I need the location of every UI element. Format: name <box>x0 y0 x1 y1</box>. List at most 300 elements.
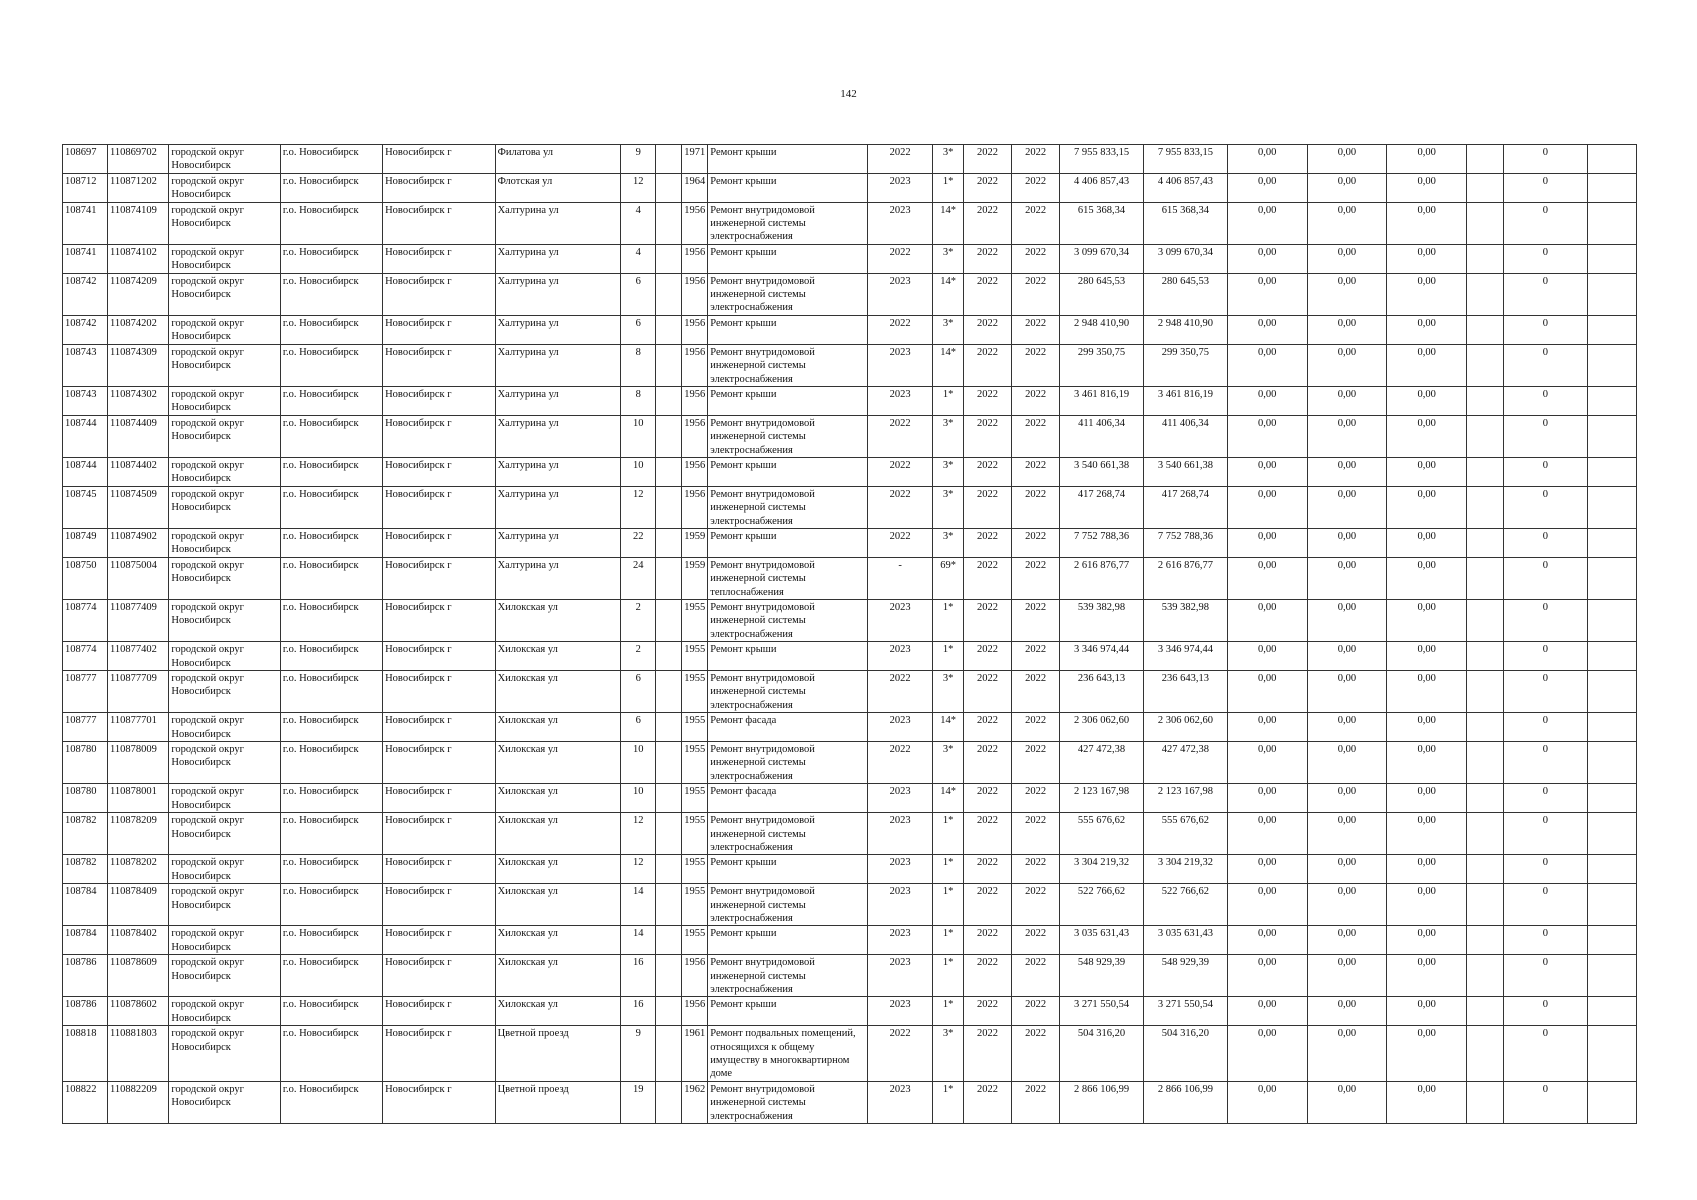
owners-cost-cell: 0 <box>1503 784 1587 813</box>
empty-cell-end <box>1587 884 1636 926</box>
regional-cost-cell: 0,00 <box>1307 244 1387 273</box>
regional-cost-cell: 0,00 <box>1307 813 1387 855</box>
owners-cost-cell: 0 <box>1503 528 1587 557</box>
building-cell <box>656 557 682 599</box>
planned-year-cell: 2023 <box>867 926 932 955</box>
federal-cost-cell: 0,00 <box>1227 344 1307 386</box>
table-row <box>63 997 1637 1026</box>
end-year-cell: 2022 <box>1012 926 1060 955</box>
record-id-cell: 110877709 <box>108 671 169 713</box>
fund-cost-cell: 3 099 670,34 <box>1143 244 1227 273</box>
local-cost-cell: 0,00 <box>1387 344 1467 386</box>
empty-cell-end <box>1587 528 1636 557</box>
table-row <box>63 145 1637 174</box>
building-cell <box>656 315 682 344</box>
empty-cell-end <box>1587 713 1636 742</box>
start-year-cell: 2022 <box>963 784 1011 813</box>
work-type-cell: Ремонт внутридомовой инженерной системы электроснабжения <box>708 742 868 784</box>
building-cell <box>656 813 682 855</box>
house-number-cell: 8 <box>621 386 656 415</box>
empty-cell-end <box>1587 202 1636 244</box>
table-row <box>63 344 1637 386</box>
empty-cell-end <box>1587 315 1636 344</box>
record-id-cell: 110874402 <box>108 457 169 486</box>
district-cell: г.о. Новосибирск <box>280 344 382 386</box>
end-year-cell: 2022 <box>1012 315 1060 344</box>
start-year-cell: 2022 <box>963 884 1011 926</box>
total-cost-cell: 4 406 857,43 <box>1060 173 1144 202</box>
reason-code-cell: 14* <box>933 344 964 386</box>
owners-cost-cell: 0 <box>1503 273 1587 315</box>
table-row <box>63 671 1637 713</box>
table-row <box>63 855 1637 884</box>
street-cell: Хилокская ул <box>495 784 621 813</box>
street-cell: Хилокская ул <box>495 600 621 642</box>
city-cell: Новосибирск г <box>383 1026 496 1082</box>
empty-cell <box>1467 486 1504 528</box>
house-number-cell: 10 <box>621 742 656 784</box>
district-cell: г.о. Новосибирск <box>280 855 382 884</box>
planned-year-cell: 2022 <box>867 244 932 273</box>
house-id-cell: 108777 <box>63 671 108 713</box>
regional-cost-cell: 0,00 <box>1307 273 1387 315</box>
empty-cell-end <box>1587 457 1636 486</box>
start-year-cell: 2022 <box>963 955 1011 997</box>
record-id-cell: 110877402 <box>108 642 169 671</box>
owners-cost-cell: 0 <box>1503 642 1587 671</box>
regional-cost-cell: 0,00 <box>1307 742 1387 784</box>
house-id-cell: 108774 <box>63 642 108 671</box>
record-id-cell: 110874409 <box>108 415 169 457</box>
empty-cell-end <box>1587 784 1636 813</box>
house-number-cell: 9 <box>621 1026 656 1082</box>
record-id-cell: 110882209 <box>108 1081 169 1123</box>
year-built-cell: 1955 <box>681 642 708 671</box>
planned-year-cell: 2022 <box>867 415 932 457</box>
local-cost-cell: 0,00 <box>1387 926 1467 955</box>
building-cell <box>656 784 682 813</box>
year-built-cell: 1955 <box>681 855 708 884</box>
house-number-cell: 9 <box>621 145 656 174</box>
owners-cost-cell: 0 <box>1503 244 1587 273</box>
table-row <box>63 557 1637 599</box>
district-cell: г.о. Новосибирск <box>280 671 382 713</box>
building-cell <box>656 926 682 955</box>
house-id-cell: 108784 <box>63 926 108 955</box>
house-number-cell: 12 <box>621 855 656 884</box>
empty-cell <box>1467 344 1504 386</box>
owners-cost-cell: 0 <box>1503 315 1587 344</box>
reason-code-cell: 1* <box>933 813 964 855</box>
table-row <box>63 202 1637 244</box>
reason-code-cell: 3* <box>933 457 964 486</box>
federal-cost-cell: 0,00 <box>1227 273 1307 315</box>
district-cell: г.о. Новосибирск <box>280 600 382 642</box>
house-id-cell: 108742 <box>63 273 108 315</box>
reason-code-cell: 1* <box>933 1081 964 1123</box>
building-cell <box>656 145 682 174</box>
year-built-cell: 1959 <box>681 557 708 599</box>
planned-year-cell: 2022 <box>867 315 932 344</box>
reason-code-cell: 14* <box>933 713 964 742</box>
city-cell: Новосибирск г <box>383 955 496 997</box>
municipality-cell: городской округ Новосибирск <box>169 457 280 486</box>
total-cost-cell: 7 752 788,36 <box>1060 528 1144 557</box>
building-cell <box>656 1081 682 1123</box>
work-type-cell: Ремонт внутридомовой инженерной системы электроснабжения <box>708 884 868 926</box>
reason-code-cell: 3* <box>933 244 964 273</box>
empty-cell <box>1467 884 1504 926</box>
regional-cost-cell: 0,00 <box>1307 528 1387 557</box>
city-cell: Новосибирск г <box>383 528 496 557</box>
district-cell: г.о. Новосибирск <box>280 415 382 457</box>
owners-cost-cell: 0 <box>1503 926 1587 955</box>
municipality-cell: городской округ Новосибирск <box>169 926 280 955</box>
federal-cost-cell: 0,00 <box>1227 244 1307 273</box>
empty-cell <box>1467 926 1504 955</box>
total-cost-cell: 615 368,34 <box>1060 202 1144 244</box>
federal-cost-cell: 0,00 <box>1227 457 1307 486</box>
empty-cell <box>1467 173 1504 202</box>
owners-cost-cell: 0 <box>1503 1081 1587 1123</box>
start-year-cell: 2022 <box>963 557 1011 599</box>
end-year-cell: 2022 <box>1012 600 1060 642</box>
empty-cell <box>1467 557 1504 599</box>
table-row <box>63 713 1637 742</box>
planned-year-cell: 2023 <box>867 273 932 315</box>
end-year-cell: 2022 <box>1012 415 1060 457</box>
city-cell: Новосибирск г <box>383 557 496 599</box>
federal-cost-cell: 0,00 <box>1227 315 1307 344</box>
table-row <box>63 457 1637 486</box>
year-built-cell: 1955 <box>681 926 708 955</box>
regional-cost-cell: 0,00 <box>1307 315 1387 344</box>
reason-code-cell: 1* <box>933 884 964 926</box>
municipality-cell: городской округ Новосибирск <box>169 784 280 813</box>
federal-cost-cell: 0,00 <box>1227 202 1307 244</box>
empty-cell <box>1467 955 1504 997</box>
planned-year-cell: 2022 <box>867 528 932 557</box>
regional-cost-cell: 0,00 <box>1307 600 1387 642</box>
table-row <box>63 415 1637 457</box>
district-cell: г.о. Новосибирск <box>280 145 382 174</box>
house-id-cell: 108822 <box>63 1081 108 1123</box>
record-id-cell: 110878402 <box>108 926 169 955</box>
building-cell <box>656 1026 682 1082</box>
municipality-cell: городской округ Новосибирск <box>169 855 280 884</box>
end-year-cell: 2022 <box>1012 145 1060 174</box>
fund-cost-cell: 548 929,39 <box>1143 955 1227 997</box>
municipality-cell: городской округ Новосибирск <box>169 997 280 1026</box>
work-type-cell: Ремонт крыши <box>708 173 868 202</box>
record-id-cell: 110874302 <box>108 386 169 415</box>
regional-cost-cell: 0,00 <box>1307 855 1387 884</box>
reason-code-cell: 3* <box>933 528 964 557</box>
municipality-cell: городской округ Новосибирск <box>169 1026 280 1082</box>
street-cell: Цветной проезд <box>495 1081 621 1123</box>
regional-cost-cell: 0,00 <box>1307 386 1387 415</box>
empty-cell <box>1467 415 1504 457</box>
fund-cost-cell: 522 766,62 <box>1143 884 1227 926</box>
owners-cost-cell: 0 <box>1503 415 1587 457</box>
house-number-cell: 14 <box>621 884 656 926</box>
street-cell: Флотская ул <box>495 173 621 202</box>
local-cost-cell: 0,00 <box>1387 273 1467 315</box>
local-cost-cell: 0,00 <box>1387 742 1467 784</box>
planned-year-cell: 2023 <box>867 600 932 642</box>
city-cell: Новосибирск г <box>383 813 496 855</box>
house-id-cell: 108784 <box>63 884 108 926</box>
street-cell: Халтурина ул <box>495 202 621 244</box>
local-cost-cell: 0,00 <box>1387 315 1467 344</box>
building-cell <box>656 955 682 997</box>
total-cost-cell: 7 955 833,15 <box>1060 145 1144 174</box>
regional-cost-cell: 0,00 <box>1307 671 1387 713</box>
municipality-cell: городской округ Новосибирск <box>169 955 280 997</box>
local-cost-cell: 0,00 <box>1387 884 1467 926</box>
planned-year-cell: 2023 <box>867 344 932 386</box>
federal-cost-cell: 0,00 <box>1227 713 1307 742</box>
district-cell: г.о. Новосибирск <box>280 926 382 955</box>
end-year-cell: 2022 <box>1012 955 1060 997</box>
planned-year-cell: 2023 <box>867 997 932 1026</box>
reason-code-cell: 14* <box>933 273 964 315</box>
street-cell: Халтурина ул <box>495 457 621 486</box>
planned-year-cell: 2022 <box>867 145 932 174</box>
house-id-cell: 108782 <box>63 855 108 884</box>
year-built-cell: 1956 <box>681 244 708 273</box>
building-cell <box>656 415 682 457</box>
city-cell: Новосибирск г <box>383 642 496 671</box>
owners-cost-cell: 0 <box>1503 344 1587 386</box>
year-built-cell: 1956 <box>681 344 708 386</box>
owners-cost-cell: 0 <box>1503 145 1587 174</box>
fund-cost-cell: 539 382,98 <box>1143 600 1227 642</box>
district-cell: г.о. Новосибирск <box>280 1081 382 1123</box>
end-year-cell: 2022 <box>1012 1081 1060 1123</box>
city-cell: Новосибирск г <box>383 202 496 244</box>
table-row <box>63 642 1637 671</box>
federal-cost-cell: 0,00 <box>1227 855 1307 884</box>
end-year-cell: 2022 <box>1012 202 1060 244</box>
end-year-cell: 2022 <box>1012 997 1060 1026</box>
total-cost-cell: 417 268,74 <box>1060 486 1144 528</box>
city-cell: Новосибирск г <box>383 486 496 528</box>
total-cost-cell: 2 948 410,90 <box>1060 315 1144 344</box>
fund-cost-cell: 299 350,75 <box>1143 344 1227 386</box>
empty-cell-end <box>1587 386 1636 415</box>
year-built-cell: 1956 <box>681 955 708 997</box>
fund-cost-cell: 411 406,34 <box>1143 415 1227 457</box>
reason-code-cell: 69* <box>933 557 964 599</box>
record-id-cell: 110874209 <box>108 273 169 315</box>
federal-cost-cell: 0,00 <box>1227 671 1307 713</box>
federal-cost-cell: 0,00 <box>1227 486 1307 528</box>
total-cost-cell: 2 866 106,99 <box>1060 1081 1144 1123</box>
total-cost-cell: 2 616 876,77 <box>1060 557 1144 599</box>
start-year-cell: 2022 <box>963 415 1011 457</box>
work-type-cell: Ремонт крыши <box>708 997 868 1026</box>
owners-cost-cell: 0 <box>1503 173 1587 202</box>
house-number-cell: 14 <box>621 926 656 955</box>
street-cell: Хилокская ул <box>495 671 621 713</box>
table-row <box>63 486 1637 528</box>
street-cell: Халтурина ул <box>495 486 621 528</box>
municipality-cell: городской округ Новосибирск <box>169 600 280 642</box>
end-year-cell: 2022 <box>1012 1026 1060 1082</box>
district-cell: г.о. Новосибирск <box>280 244 382 273</box>
district-cell: г.о. Новосибирск <box>280 955 382 997</box>
city-cell: Новосибирск г <box>383 457 496 486</box>
empty-cell <box>1467 784 1504 813</box>
end-year-cell: 2022 <box>1012 884 1060 926</box>
start-year-cell: 2022 <box>963 486 1011 528</box>
city-cell: Новосибирск г <box>383 784 496 813</box>
planned-year-cell: 2023 <box>867 202 932 244</box>
end-year-cell: 2022 <box>1012 855 1060 884</box>
record-id-cell: 110869702 <box>108 145 169 174</box>
work-type-cell: Ремонт внутридомовой инженерной системы электроснабжения <box>708 415 868 457</box>
work-type-cell: Ремонт крыши <box>708 315 868 344</box>
work-type-cell: Ремонт внутридомовой инженерной системы электроснабжения <box>708 813 868 855</box>
record-id-cell: 110878609 <box>108 955 169 997</box>
federal-cost-cell: 0,00 <box>1227 813 1307 855</box>
local-cost-cell: 0,00 <box>1387 244 1467 273</box>
start-year-cell: 2022 <box>963 145 1011 174</box>
empty-cell-end <box>1587 1026 1636 1082</box>
year-built-cell: 1964 <box>681 173 708 202</box>
street-cell: Хилокская ул <box>495 884 621 926</box>
municipality-cell: городской округ Новосибирск <box>169 344 280 386</box>
district-cell: г.о. Новосибирск <box>280 742 382 784</box>
page-number: 142 <box>840 88 857 100</box>
end-year-cell: 2022 <box>1012 344 1060 386</box>
owners-cost-cell: 0 <box>1503 884 1587 926</box>
municipality-cell: городской округ Новосибирск <box>169 1081 280 1123</box>
regional-cost-cell: 0,00 <box>1307 784 1387 813</box>
record-id-cell: 110878001 <box>108 784 169 813</box>
planned-year-cell: 2023 <box>867 855 932 884</box>
house-id-cell: 108697 <box>63 145 108 174</box>
total-cost-cell: 3 346 974,44 <box>1060 642 1144 671</box>
total-cost-cell: 2 306 062,60 <box>1060 713 1144 742</box>
work-type-cell: Ремонт внутридомовой инженерной системы электроснабжения <box>708 600 868 642</box>
empty-cell-end <box>1587 415 1636 457</box>
federal-cost-cell: 0,00 <box>1227 1081 1307 1123</box>
work-type-cell: Ремонт крыши <box>708 855 868 884</box>
empty-cell-end <box>1587 813 1636 855</box>
house-number-cell: 4 <box>621 202 656 244</box>
house-id-cell: 108749 <box>63 528 108 557</box>
empty-cell-end <box>1587 145 1636 174</box>
empty-cell-end <box>1587 997 1636 1026</box>
empty-cell-end <box>1587 344 1636 386</box>
work-type-cell: Ремонт фасада <box>708 713 868 742</box>
work-type-cell: Ремонт крыши <box>708 528 868 557</box>
start-year-cell: 2022 <box>963 528 1011 557</box>
record-id-cell: 110878202 <box>108 855 169 884</box>
reason-code-cell: 1* <box>933 642 964 671</box>
regional-cost-cell: 0,00 <box>1307 926 1387 955</box>
reason-code-cell: 3* <box>933 671 964 713</box>
start-year-cell: 2022 <box>963 813 1011 855</box>
empty-cell-end <box>1587 244 1636 273</box>
year-built-cell: 1955 <box>681 884 708 926</box>
total-cost-cell: 548 929,39 <box>1060 955 1144 997</box>
start-year-cell: 2022 <box>963 457 1011 486</box>
house-number-cell: 4 <box>621 244 656 273</box>
owners-cost-cell: 0 <box>1503 713 1587 742</box>
empty-cell <box>1467 1081 1504 1123</box>
empty-cell <box>1467 742 1504 784</box>
local-cost-cell: 0,00 <box>1387 557 1467 599</box>
planned-year-cell: 2022 <box>867 457 932 486</box>
year-built-cell: 1956 <box>681 202 708 244</box>
federal-cost-cell: 0,00 <box>1227 145 1307 174</box>
house-number-cell: 22 <box>621 528 656 557</box>
year-built-cell: 1956 <box>681 415 708 457</box>
start-year-cell: 2022 <box>963 1081 1011 1123</box>
planned-year-cell: 2023 <box>867 713 932 742</box>
building-cell <box>656 642 682 671</box>
local-cost-cell: 0,00 <box>1387 997 1467 1026</box>
local-cost-cell: 0,00 <box>1387 642 1467 671</box>
table-row <box>63 528 1637 557</box>
house-id-cell: 108744 <box>63 415 108 457</box>
fund-cost-cell: 3 540 661,38 <box>1143 457 1227 486</box>
reason-code-cell: 1* <box>933 955 964 997</box>
planned-year-cell: 2022 <box>867 1026 932 1082</box>
building-cell <box>656 344 682 386</box>
reason-code-cell: 3* <box>933 742 964 784</box>
owners-cost-cell: 0 <box>1503 600 1587 642</box>
year-built-cell: 1955 <box>681 742 708 784</box>
table-row <box>63 173 1637 202</box>
house-number-cell: 16 <box>621 997 656 1026</box>
building-cell <box>656 457 682 486</box>
house-id-cell: 108786 <box>63 955 108 997</box>
city-cell: Новосибирск г <box>383 145 496 174</box>
owners-cost-cell: 0 <box>1503 386 1587 415</box>
house-id-cell: 108750 <box>63 557 108 599</box>
total-cost-cell: 504 316,20 <box>1060 1026 1144 1082</box>
start-year-cell: 2022 <box>963 202 1011 244</box>
empty-cell <box>1467 600 1504 642</box>
owners-cost-cell: 0 <box>1503 955 1587 997</box>
house-number-cell: 12 <box>621 173 656 202</box>
street-cell: Халтурина ул <box>495 386 621 415</box>
house-number-cell: 12 <box>621 813 656 855</box>
house-number-cell: 19 <box>621 1081 656 1123</box>
street-cell: Хилокская ул <box>495 742 621 784</box>
building-cell <box>656 671 682 713</box>
fund-cost-cell: 3 271 550,54 <box>1143 997 1227 1026</box>
street-cell: Халтурина ул <box>495 344 621 386</box>
fund-cost-cell: 2 866 106,99 <box>1143 1081 1227 1123</box>
municipality-cell: городской округ Новосибирск <box>169 557 280 599</box>
total-cost-cell: 2 123 167,98 <box>1060 784 1144 813</box>
house-number-cell: 10 <box>621 415 656 457</box>
end-year-cell: 2022 <box>1012 528 1060 557</box>
municipality-cell: городской округ Новосибирск <box>169 173 280 202</box>
planned-year-cell: 2023 <box>867 386 932 415</box>
district-cell: г.о. Новосибирск <box>280 315 382 344</box>
total-cost-cell: 280 645,53 <box>1060 273 1144 315</box>
city-cell: Новосибирск г <box>383 884 496 926</box>
house-number-cell: 2 <box>621 642 656 671</box>
fund-cost-cell: 504 316,20 <box>1143 1026 1227 1082</box>
record-id-cell: 110871202 <box>108 173 169 202</box>
